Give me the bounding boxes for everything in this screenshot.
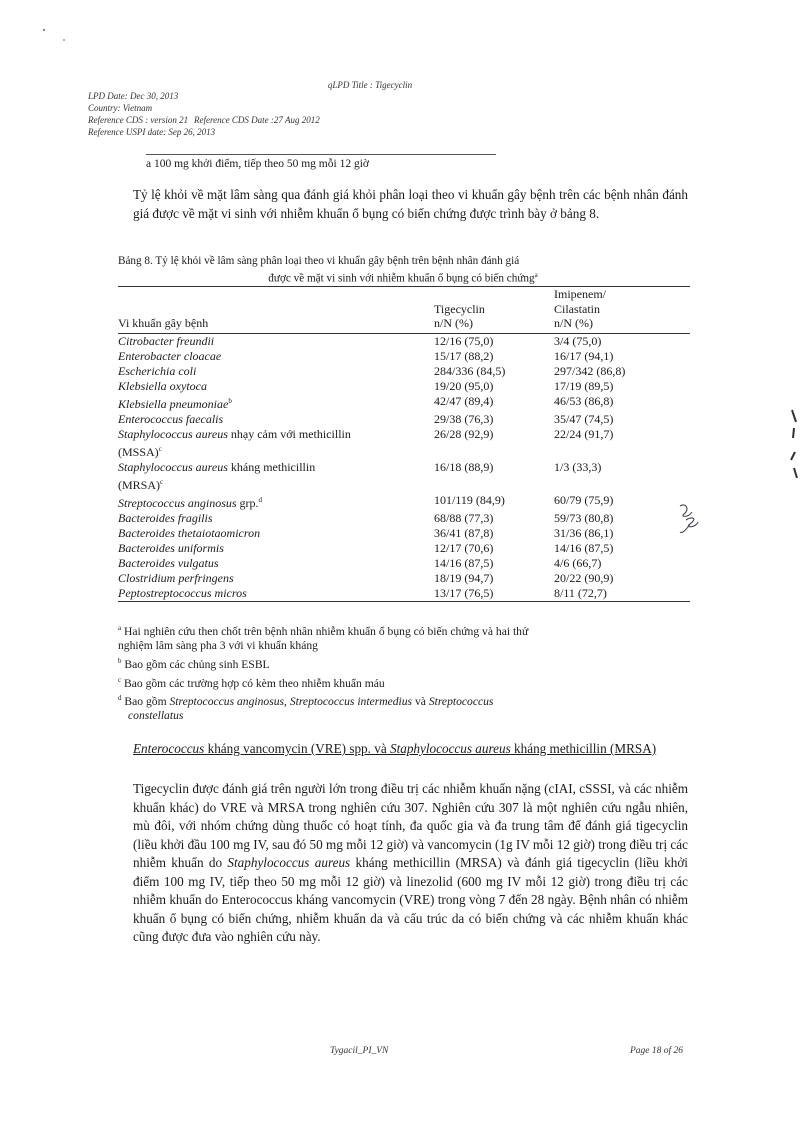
organism-cell: [118, 349, 434, 364]
table-row: [118, 526, 690, 541]
organism-name: Staphylococcus aureus: [118, 426, 228, 441]
header-tigecyclin-name: Tigecyclin: [434, 301, 485, 316]
organism-name: Clostridium perfringens: [118, 570, 234, 585]
tigecyclin-value: 29/38 (76,3): [434, 411, 494, 426]
footnote-c-text: Bao gồm các trường hợp có kèm theo nhiễm khuẩn máu: [124, 676, 385, 690]
imipenem-value: 35/47 (74,5): [554, 411, 614, 426]
section-heading: [133, 740, 688, 758]
handwritten-initials-icon: [676, 498, 702, 536]
table-row: [118, 493, 690, 511]
table-row: [118, 364, 690, 379]
header-imipenem: [554, 287, 690, 334]
imipenem-value: 22/24 (91,7): [554, 426, 614, 441]
tigecyclin-value: 13/17 (76,5): [434, 586, 554, 602]
organism-qualifier: nhạy cảm với methicillin: [227, 426, 351, 441]
footnote-d-sep: ,: [284, 694, 290, 708]
footnote-b: [118, 654, 688, 672]
reference-cds-date: Reference CDS Date :27 Aug 2012: [194, 115, 320, 125]
header-imipenem-unit: n/N (%): [554, 316, 593, 330]
footer-doc-id: Tygacil_PI_VN: [330, 1046, 389, 1056]
scan-dot-mark-icon: [40, 22, 70, 46]
organism-footnote-mark: d: [258, 495, 263, 504]
imipenem-value: 14/16 (87,5): [554, 540, 614, 555]
footer-page-number: Page 18 of 26: [630, 1046, 684, 1056]
imipenem-value: 3/4 (75,0): [554, 333, 602, 348]
table-row: [118, 379, 690, 394]
header-title: qLPD Title : Tigecyclin: [327, 80, 413, 90]
organism-name: Bacteroides thetaiotaomicron: [118, 525, 261, 540]
header-tigecyclin: [434, 287, 554, 334]
organism-name: Streptococcus anginosus: [118, 495, 237, 510]
organism-cell: [118, 394, 434, 412]
organism-cell: [118, 427, 434, 460]
tigecyclin-value: 14/16 (87,5): [434, 555, 494, 570]
para2-part1: Tigecyclin được đánh giá trên người lớn trong điều trị các nhiễm khuẩn nặng (cIAI, cSSSI, và các nhiễm khuẩn khác) do VRE và MRSA trong nghiên cứu 307. Nghiên cứu 307 là một nghiên cứu ngẫu nhiên, mù đôi, với nhóm chứng dùng thuốc có hoạt tính, đa quốc gia và đa trung tâm để đánh giá tigecyclin (liều khởi đầu 100 mg IV, sau đó 50 mg mỗi 12 giờ) và vancomycin (1g IV mỗi 12 giờ) trong điều trị các nhiễm khuẩn do: [133, 781, 688, 870]
organism-cell: [118, 493, 434, 511]
table-row: [118, 333, 690, 349]
footnote-d-and: và: [412, 694, 429, 708]
organism-name: Bacteroides vulgatus: [118, 555, 219, 570]
header-tigecyclin-unit: n/N (%): [434, 316, 473, 330]
organism-name: Bacteroides fragilis: [118, 510, 213, 525]
tigecyclin-value: 16/18 (88,9): [434, 459, 494, 474]
footnote-a: [118, 621, 688, 639]
imipenem-value: 297/342 (86,8): [554, 363, 626, 378]
organism-name: Enterobacter cloacae: [118, 348, 222, 363]
footnote-d: [118, 691, 688, 709]
caption-line-1: Bảng 8. Tỷ lệ khỏi về lâm sàng phân loại theo vi khuẩn gây bệnh trên bệnh nhân đánh giá: [118, 255, 520, 267]
tigecyclin-value: 12/16 (75,0): [434, 333, 494, 348]
heading-enterococcus: Enterococcus: [133, 741, 205, 756]
table-row: [118, 571, 690, 586]
caption-sup: a: [534, 271, 538, 279]
reference-cds: Reference CDS : version 21: [88, 115, 189, 125]
table-row: [118, 412, 690, 427]
organism-footnote-mark: c: [160, 477, 164, 486]
table-row: [118, 349, 690, 364]
footnote-d-species2: Streptococcus intermedius: [289, 694, 413, 708]
imipenem-value: 8/11 (72,7): [554, 586, 690, 602]
paragraph-intro: Tỷ lệ khỏi về mặt lâm sàng qua đánh giá khỏi phân loại theo vi khuẩn gây bệnh trên các bệnh nhân đánh giá được về mặt vi sinh với nhiễm khuẩn ổ bụng có biến chứng được trình bày ở bảng 8.: [133, 187, 688, 221]
imipenem-value: 31/36 (86,1): [554, 525, 614, 540]
lpd-date: LPD Date: Dec 30, 2013: [88, 91, 179, 101]
organism-cell: [118, 586, 434, 602]
tigecyclin-value: 12/17 (70,6): [434, 540, 494, 555]
table-row: [118, 427, 690, 460]
header-imipenem-name: Imipenem/: [554, 287, 606, 301]
table-row: [118, 511, 690, 526]
imipenem-value: 17/19 (89,5): [554, 378, 614, 393]
header-organism: Vi khuẩn gây bệnh: [118, 287, 434, 334]
footnote-d-mark: d: [118, 693, 122, 702]
table-row: [118, 541, 690, 556]
footnote-d-species1: Streptococcus anginosus: [169, 694, 285, 708]
organism-name: Klebsiella oxytoca: [118, 378, 207, 393]
organism-name: Staphylococcus aureus: [118, 459, 228, 474]
footnote-c: [118, 673, 688, 691]
organism-footnote-mark: c: [158, 444, 162, 453]
organism-cell: [118, 541, 434, 556]
footnote-b-mark: b: [118, 657, 122, 666]
tigecyclin-value: 284/336 (84,5): [434, 363, 506, 378]
imipenem-value: 60/79 (75,9): [554, 492, 614, 507]
header-meta: [88, 90, 320, 138]
organism-name: Peptostreptococcus micros: [118, 585, 247, 600]
organism-cell: [118, 511, 434, 526]
imipenem-value: 20/22 (90,9): [554, 570, 614, 585]
organism-abbrev: (MSSA): [118, 444, 159, 459]
tigecyclin-value: 15/17 (88,2): [434, 348, 494, 363]
imipenem-value: 16/17 (94,1): [554, 348, 614, 363]
reference-uspi: Reference USPI date: Sep 26, 2013: [88, 127, 216, 137]
para2-part2: kháng methicillin (MRSA) và đánh giá tigecyclin (liều khởi điểm 100 mg IV, tiếp theo 50 mg mỗi 12 giờ) và linezolid (600 mg IV mỗi 12 giờ) trong điều trị các nhiễm khuẩn do Enterococcus kháng vancomycin (VRE) trong vòng 7 đến 28 ngày. Bệnh nhân có nhiễm khuẩn ổ bụng có biến chứng, nhiễm khuẩn da và cấu trúc da có biến chứng và các nhiễm khuẩn khác cũng được đưa vào nghiên cứu này.: [133, 855, 688, 944]
footnote-d-pre: Bao gồm: [124, 694, 170, 708]
organism-qualifier: grp.: [236, 495, 259, 510]
table-row: [118, 394, 690, 412]
table-body: [118, 333, 690, 601]
organism-cell: [118, 379, 434, 394]
footnote-c-mark: c: [118, 675, 122, 684]
heading-staph: Staphylococcus aureus: [389, 741, 511, 756]
organism-qualifier: kháng methicillin: [227, 459, 316, 474]
imipenem-value: 46/53 (86,8): [554, 393, 614, 408]
tigecyclin-value: 68/88 (77,3): [434, 510, 494, 525]
country: Country: Vietnam: [88, 103, 153, 113]
table-row: [118, 556, 690, 571]
organism-cell: [118, 460, 434, 493]
tigecyclin-value: 26/28 (92,9): [434, 426, 494, 441]
organism-cell: [118, 571, 434, 586]
organism-cell: [118, 526, 434, 541]
organism-name: Escherichia coli: [118, 363, 197, 378]
caption-line-2: [118, 268, 688, 286]
results-table: [118, 286, 690, 602]
tigecyclin-value: 101/119 (84,9): [434, 492, 505, 507]
caption-line-2-text: được về mặt vi sinh với nhiễm khuẩn ổ bụng có biến chứng: [268, 272, 535, 285]
organism-footnote-mark: b: [228, 396, 232, 405]
footnote-a-line1: Hai nghiên cứu then chốt trên bệnh nhân nhiễm khuẩn ổ bụng có biến chứng và hai thử: [124, 624, 529, 638]
organism-name: Bacteroides uniformis: [118, 540, 224, 555]
imipenem-value: 59/73 (80,8): [554, 510, 614, 525]
footnote-d-cont: constellatus: [128, 709, 184, 723]
table-row: [118, 586, 690, 602]
imipenem-value: 4/6 (66,7): [554, 555, 602, 570]
heading-text-2: kháng methicillin (MRSA): [510, 741, 657, 756]
footnote-b-text: Bao gồm các chủng sinh ESBL: [124, 657, 270, 671]
top-footnote: a 100 mg khởi điểm, tiếp theo 50 mg mỗi 12 giờ: [146, 154, 496, 170]
organism-cell: [118, 364, 434, 379]
footnote-d-species3: Streptococcus: [428, 694, 494, 708]
tigecyclin-value: 36/41 (87,8): [434, 525, 494, 540]
paragraph-study-307: [133, 780, 688, 947]
table-header-row: [118, 287, 690, 334]
tigecyclin-value: 18/19 (94,7): [434, 570, 494, 585]
table-row: [118, 460, 690, 493]
organism-cell: [118, 412, 434, 427]
tigecyclin-value: 42/47 (89,4): [434, 393, 494, 408]
table-footnotes: [118, 621, 688, 724]
organism-abbrev: (MRSA): [118, 477, 161, 492]
heading-text-1: kháng vancomycin (VRE) spp. và: [204, 741, 390, 756]
footnote-a-cont: nghiệm lâm sàng pha 3 với vi khuẩn kháng: [118, 639, 318, 653]
organism-name: Klebsiella pneumoniae: [118, 396, 229, 411]
organism-name: Citrobacter freundii: [118, 333, 215, 348]
organism-cell: [118, 333, 434, 349]
tigecyclin-value: 19/20 (95,0): [434, 378, 494, 393]
scan-edge-mark-icon: [788, 408, 800, 488]
table-caption: [118, 254, 688, 286]
para2-species: Staphylococcus aureus: [227, 855, 351, 870]
organism-name: Enterococcus faecalis: [118, 411, 224, 426]
organism-cell: [118, 556, 434, 571]
header-cilastatin-name: Cilastatin: [554, 301, 600, 316]
footnote-a-mark: a: [118, 624, 122, 632]
imipenem-value: 1/3 (33,3): [554, 459, 602, 474]
